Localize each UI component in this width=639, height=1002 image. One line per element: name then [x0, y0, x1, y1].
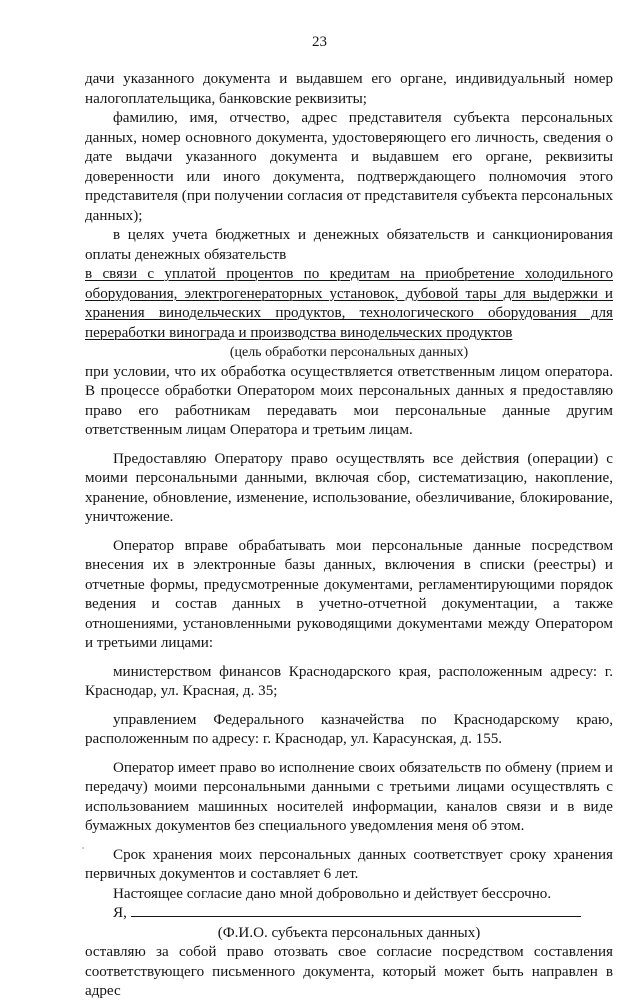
paragraph-retention: Срок хранения моих персональных данных соответствует сроку хранения первичных документов и составляет 6 лет.: [85, 846, 613, 882]
signatory-prefix: Я,: [113, 905, 127, 921]
paragraph-condition: при условии, что их обработка осуществляется ответственным лицом оператора. В процессе обработки Оператором моих персональных данных я предоставляю право его работникам передавать мои персональные данные другим ответственным лицам Оператора и третьим лицам.: [85, 363, 613, 438]
paragraph-operator-rights: Оператор вправе обрабатывать мои персональные данные посредством внесения их в электронные базы данных, включения в списки (реестры) и отчетные формы, предусмотренные документами, регламентирующими порядок ведения и состав данных в учетно-отчетной документации, а также отношениями, установленными руководящими документами между Оператором и третьими лицами:: [85, 537, 613, 651]
paragraph-actions: Предоставляю Оператору право осуществлять все действия (операции) с моими персональными данными, включая сбор, систематизацию, накопление, хранение, обновление, изменение, использование, обезличивание, блокирование, уничтожение.: [85, 450, 613, 525]
paragraph-revocation: оставляю за собой право отозвать свое согласие посредством составления соответствующего письменного документа, который может быть направлен в адрес: [85, 944, 613, 999]
paragraph-ministry: министерством финансов Краснодарского края, расположенным адресу: г. Краснодар, ул. Красная, д. 35;: [85, 663, 613, 699]
paragraph-requisites: дачи указанного документа и выдавшем его органе, индивидуальный номер налогоплательщика, банковские реквизиты;: [85, 71, 613, 107]
paragraph-purpose-intro: в целях учета бюджетных и денежных обязательств и санкционирования оплаты денежных обязательств: [85, 227, 613, 263]
paragraph-representative: фамилию, имя, отчество, адрес представителя субъекта персональных данных, номер основного документа, удостоверяющего его личность, сведения о дате выдачи указанного документа и выдавшем его органе, реквизиты доверенности или иного документа, подтверждающего полномочия этого представителя (при получении согласия от представителя субъекта персональных данных);: [85, 110, 613, 224]
document-body: [85, 70, 613, 1002]
caption-fio: (Ф.И.О. субъекта персональных данных): [217, 924, 481, 941]
paragraph-consent-term: Настоящее согласие дано мной добровольно и действует бессрочно.: [113, 885, 552, 902]
paragraph-treasury: управлением Федерального казначейства по Краснодарскому краю, расположенным по адресу: г. Краснодар, ул. Карасунская, д. 155.: [85, 711, 613, 747]
paragraph-purpose-underlined: в связи с уплатой процентов по кредитам на приобретение холодильного оборудования, электрогенераторных установок, дубовой тары для выдержки и хранения винодельческих продуктов, технологического оборудования для переработки винограда и производства винодельческих продуктов: [85, 266, 613, 341]
paragraph-exchange: Оператор имеет право во исполнение своих обязательств по обмену (прием и передачу) моими персональными данными с третьими лицами осуществлять с использованием машинных носителей информации, каналов связи и в виде бумажных документов без специального уведомления меня об этом.: [85, 759, 613, 834]
caption-purpose: (цель обработки персональных данных): [229, 345, 469, 360]
fio-blank-line: [131, 904, 581, 917]
scan-speck: [82, 847, 84, 849]
page-number: 23: [312, 34, 327, 50]
paragraph-signatory: [85, 904, 613, 924]
